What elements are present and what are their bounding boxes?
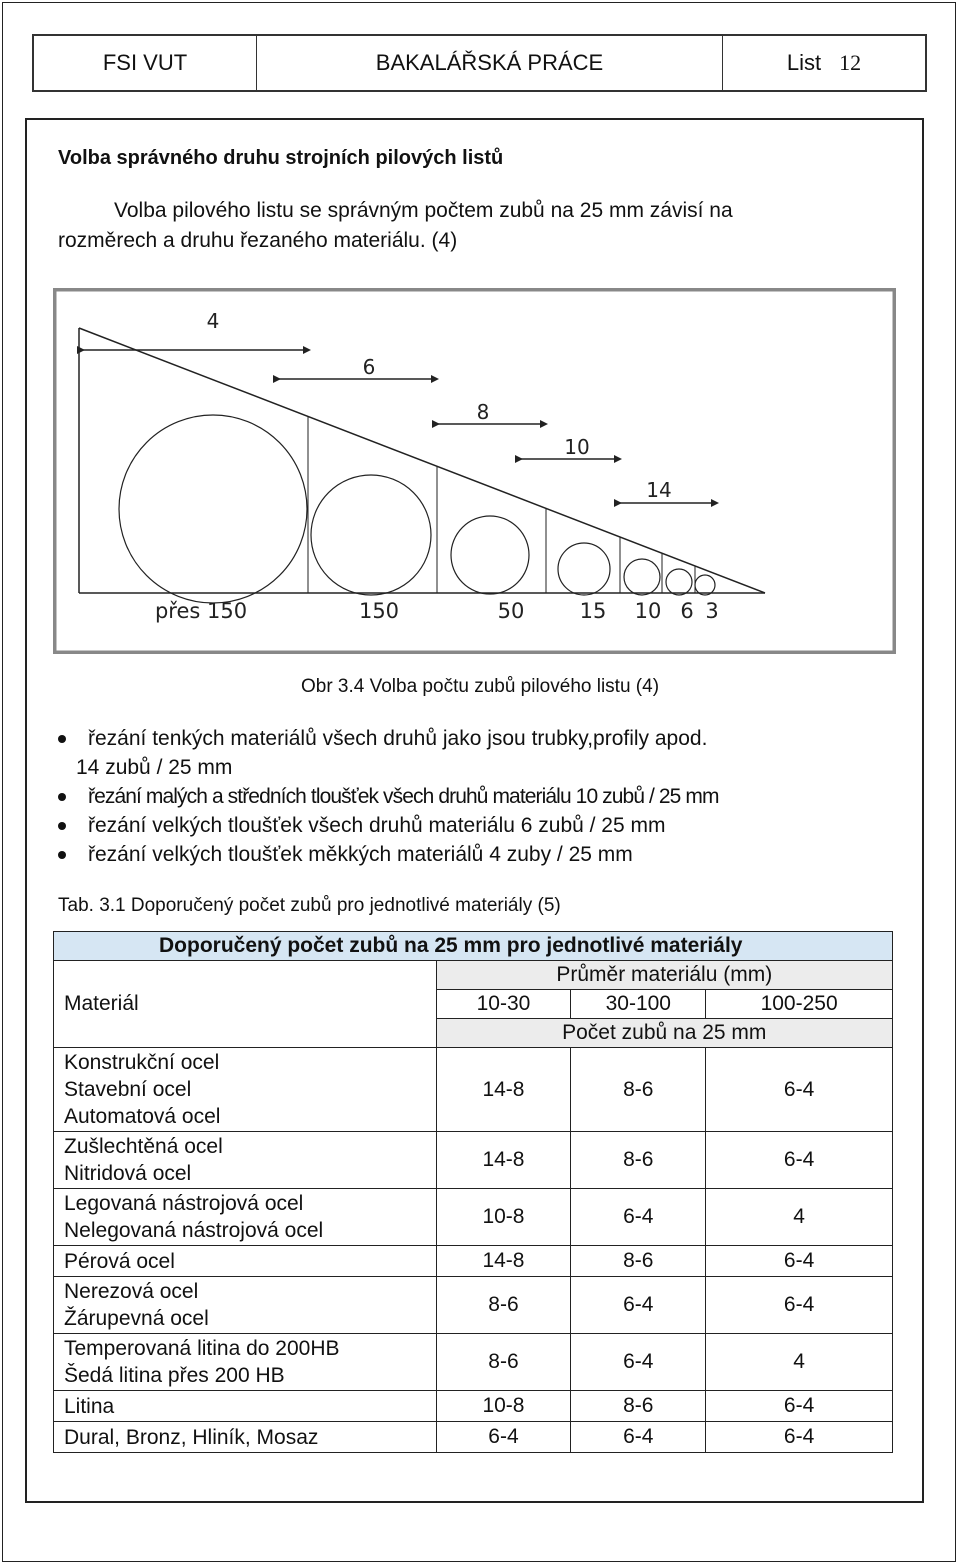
- bullet-dot: [58, 851, 66, 859]
- intro-line-1-text: Volba pilového listu se správným počtem zubů na 25 mm závisí na: [114, 199, 733, 222]
- teeth-value: 6-4: [571, 1189, 706, 1246]
- teeth-selection-figure: [53, 288, 896, 654]
- teeth-value: 8-6: [571, 1132, 706, 1189]
- diameter-header: Průměr materiálu (mm): [436, 961, 892, 990]
- bullet-item: [58, 811, 719, 840]
- teeth-count-table: [53, 931, 893, 1453]
- material-name: Pérová ocel: [64, 1249, 175, 1273]
- material-name: Litina: [64, 1394, 115, 1418]
- teeth-value: 6-4: [571, 1277, 706, 1334]
- teeth-value: 6-4: [706, 1277, 893, 1334]
- teeth-value: 6-4: [706, 1391, 893, 1422]
- teeth-value: 8-6: [571, 1391, 706, 1422]
- page-header: [32, 34, 927, 92]
- size-label-3: 3: [705, 599, 719, 623]
- header-list-label: List: [786, 50, 822, 75]
- teeth-label-10: 10: [564, 435, 590, 459]
- intro-line-2: rozměrech a druhu řezaného materiálu. (4): [58, 229, 458, 252]
- material-cell: [54, 1048, 437, 1132]
- teeth-value: 6-4: [706, 1246, 893, 1277]
- teeth-label-8: 8: [476, 400, 490, 424]
- header-thesis-type: BAKALÁŘSKÁ PRÁCE: [257, 36, 723, 90]
- material-cell: [54, 1189, 437, 1246]
- teeth-value: 14-8: [436, 1048, 571, 1132]
- bullet-dot: [58, 793, 66, 801]
- bullet-item: [58, 724, 719, 753]
- header-faculty: FSI VUT: [34, 36, 257, 90]
- material-name: Nelegovaná nástrojová ocel: [64, 1219, 324, 1242]
- material-cell: [54, 1246, 437, 1277]
- teeth-value: 10-8: [436, 1189, 571, 1246]
- teeth-value: 8-6: [436, 1277, 571, 1334]
- table-title: Doporučený počet zubů na 25 mm pro jednotlivé materiály: [54, 932, 893, 961]
- teeth-value: 6-4: [571, 1422, 706, 1453]
- figure-caption: Obr 3.4 Volba počtu zubů pilového listu (4): [300, 676, 660, 697]
- material-name: Dural, Bronz, Hliník, Mosaz: [64, 1425, 319, 1449]
- material-name: Stavební ocel: [64, 1078, 192, 1101]
- range-header: 100-250: [706, 990, 893, 1019]
- teeth-label-6: 6: [362, 355, 376, 379]
- teeth-value: 4: [706, 1334, 893, 1391]
- material-header: Materiál: [54, 961, 437, 1048]
- table-row: [54, 1391, 893, 1422]
- header-page: [723, 36, 925, 90]
- size-label-10: 10: [634, 599, 662, 623]
- material-name: Nitridová ocel: [64, 1162, 192, 1185]
- table-caption: Tab. 3.1 Doporučený počet zubů pro jednotlivé materiály (5): [58, 895, 561, 916]
- table-title-row: [54, 932, 893, 961]
- teeth-value: 4: [706, 1189, 893, 1246]
- teeth-value: 14-8: [436, 1132, 571, 1189]
- table-row: [54, 1277, 893, 1334]
- teeth-value: 6-4: [706, 1048, 893, 1132]
- bullet-list: [58, 724, 719, 869]
- teeth-value: 6-4: [706, 1132, 893, 1189]
- material-name: Konstrukční ocel: [64, 1051, 220, 1074]
- intro-line-1: [58, 196, 900, 226]
- section-title: Volba správného druhu strojních pilových listů: [58, 147, 504, 169]
- teeth-label-14: 14: [646, 478, 672, 502]
- size-label-150: 150: [358, 599, 400, 623]
- table-row: [54, 1048, 893, 1132]
- size-label-50: 50: [497, 599, 525, 623]
- teeth-value: 8-6: [571, 1048, 706, 1132]
- bullet-text: řezání velkých tloušťek všech druhů materiálu 6 zubů / 25 mm: [88, 814, 666, 837]
- bullet-item: [58, 840, 719, 869]
- material-cell: [54, 1334, 437, 1391]
- material-name: Temperovaná litina do 200HB: [64, 1337, 340, 1360]
- table-row: [54, 1422, 893, 1453]
- size-label-over-150: přes 150: [154, 599, 248, 623]
- material-name: Šedá litina přes 200 HB: [64, 1364, 285, 1387]
- bullet-text: řezání malých a středních tloušťek všech druhů materiálu 10 zubů / 25 mm: [88, 785, 719, 808]
- range-header: 30-100: [571, 990, 706, 1019]
- material-name: Automatová ocel: [64, 1105, 221, 1128]
- table-row: [54, 1334, 893, 1391]
- material-name: Legovaná nástrojová ocel: [64, 1192, 304, 1215]
- material-cell: [54, 1277, 437, 1334]
- material-name: Žárupevná ocel: [64, 1307, 209, 1330]
- teeth-value: 6-4: [571, 1334, 706, 1391]
- material-cell: [54, 1391, 437, 1422]
- table-row: [54, 1132, 893, 1189]
- material-cell: [54, 1422, 437, 1453]
- material-cell: [54, 1132, 437, 1189]
- bullet-text: řezání tenkých materiálů všech druhů jako jsou trubky,profily apod.: [88, 727, 708, 750]
- teeth-label-4: 4: [206, 309, 220, 333]
- bullet-item: [58, 782, 719, 811]
- bullet-dot: [58, 822, 66, 830]
- count-header: Počet zubů na 25 mm: [436, 1019, 892, 1048]
- range-header: 10-30: [436, 990, 571, 1019]
- teeth-value: 14-8: [436, 1246, 571, 1277]
- teeth-value: 8-6: [436, 1334, 571, 1391]
- teeth-value: 8-6: [571, 1246, 706, 1277]
- teeth-value: 6-4: [436, 1422, 571, 1453]
- material-name: Zušlechtěná ocel: [64, 1135, 223, 1158]
- size-label-15: 15: [579, 599, 607, 623]
- table-row: [54, 1246, 893, 1277]
- diameter-header-row: [54, 961, 893, 990]
- teeth-value: 6-4: [706, 1422, 893, 1453]
- bullet-continuation: 14 zubů / 25 mm: [76, 756, 233, 779]
- bullet-text: řezání velkých tloušťek měkkých materiálů 4 zuby / 25 mm: [88, 843, 633, 866]
- size-label-6: 6: [680, 599, 694, 623]
- teeth-value: 10-8: [436, 1391, 571, 1422]
- header-page-number: 12: [839, 50, 862, 75]
- bullet-dot: [58, 735, 66, 743]
- material-name: Nerezová ocel: [64, 1280, 199, 1303]
- table-row: [54, 1189, 893, 1246]
